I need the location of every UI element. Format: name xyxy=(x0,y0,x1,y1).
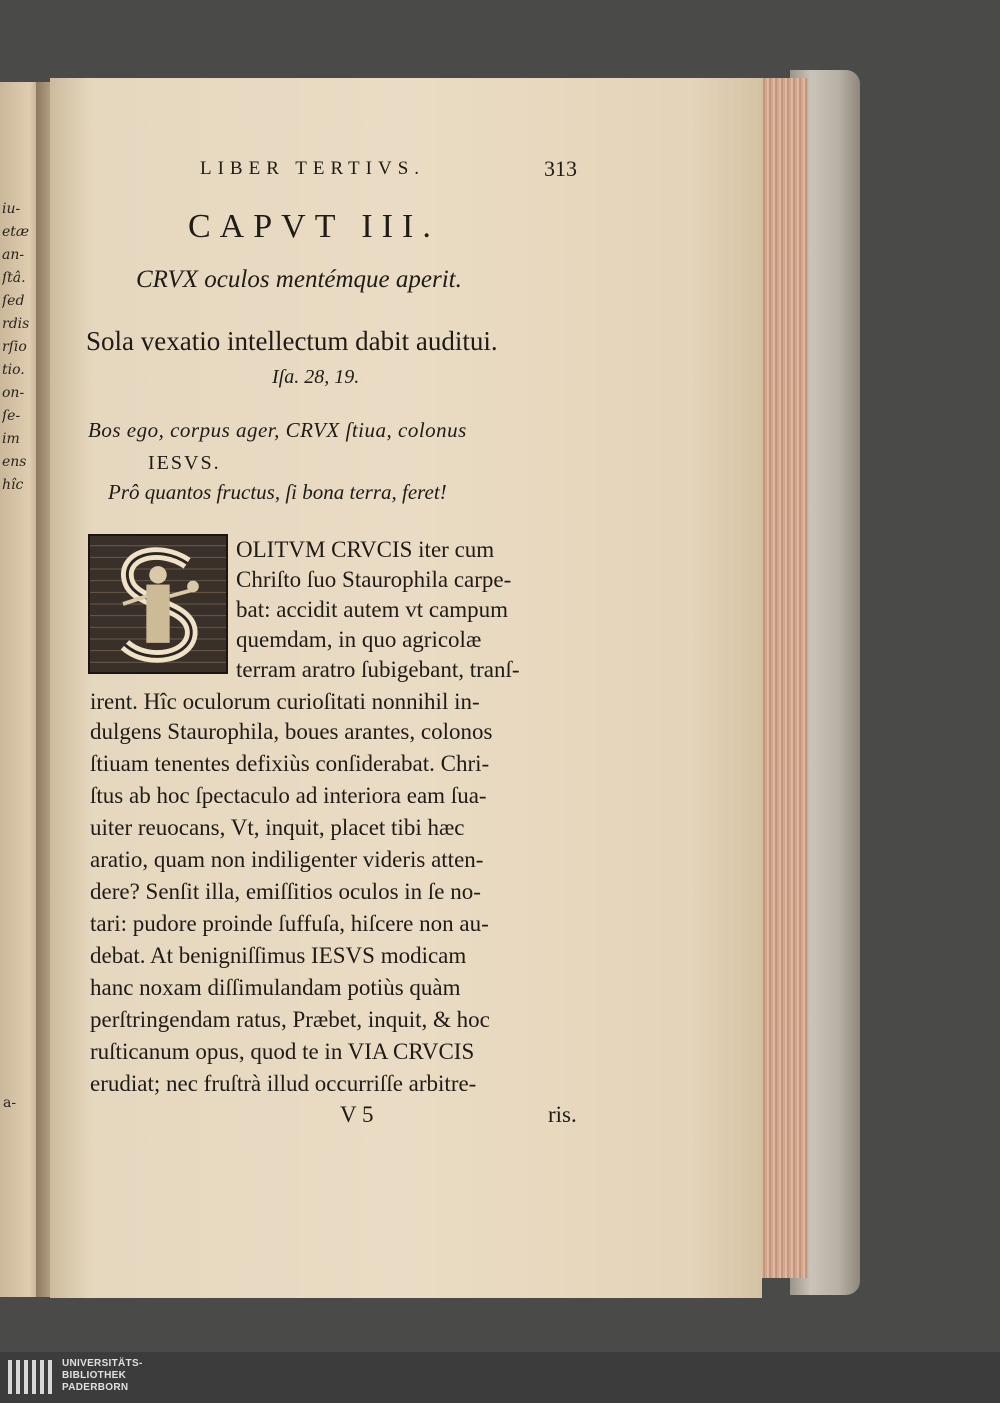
page-number: 313 xyxy=(544,156,577,181)
body-line: ruſticanum opus, quod te in VIA CRVCIS xyxy=(90,1039,475,1064)
left-fragment: tio. xyxy=(2,362,25,378)
catchword: ris. xyxy=(548,1102,577,1127)
left-fragment: ens xyxy=(2,454,27,470)
left-fragment: rdis xyxy=(2,316,30,332)
library-footer xyxy=(0,1352,1000,1403)
left-fragment: hîc xyxy=(2,477,24,493)
body-line: bat: accidit autem vt campum xyxy=(236,597,509,622)
left-fragment: ſed xyxy=(2,293,25,309)
verse-line: IESVS. xyxy=(148,452,221,474)
chapter-heading: CAPVT III. xyxy=(188,208,440,245)
logo-line: UNIVERSITÄTS- xyxy=(62,1358,143,1369)
body-line: terram aratro ſubigebant, tranſ- xyxy=(236,657,520,682)
left-fragment: iu- xyxy=(2,201,21,217)
motto: Sola vexatio intellectum dabit auditui. xyxy=(86,326,498,356)
left-fragment: rſio xyxy=(2,339,27,355)
body-line: tari: pudore proinde ſuffuſa, hiſcere non au- xyxy=(90,911,489,936)
left-page-fragments xyxy=(2,198,38,497)
body-line: irent. Hîc oculorum curioſitati nonnihil in- xyxy=(90,689,480,714)
body-line: aratio, quam non indiligenter videris atten- xyxy=(90,847,484,872)
verse-line: Prô quantos fructus, ſi bona terra, feret! xyxy=(108,480,447,504)
decorated-initial-s xyxy=(88,534,228,674)
logo-line: BIBLIOTHEK xyxy=(62,1370,127,1381)
body-line: OLITVM CRVCIS iter cum xyxy=(236,537,495,562)
left-fragment: an- xyxy=(2,247,25,263)
verse-line: Bos ego, corpus ager, CRVX ſtiua, colonus xyxy=(88,418,467,442)
library-logo-icon xyxy=(8,1360,52,1394)
body-line: hanc noxam diſſimulandam potiùs quàm xyxy=(90,975,461,1000)
logo-line: PADERBORN xyxy=(62,1382,129,1393)
body-line: dulgens Staurophila, boues arantes, colonos xyxy=(90,719,493,744)
body-line: Chriſto ſuo Staurophila carpe- xyxy=(236,567,512,592)
body-line: quemdam, in quo agricolæ xyxy=(236,627,482,652)
running-head: LIBER TERTIVS. xyxy=(200,158,426,179)
body-line: ſtus ab hoc ſpectaculo ad interiora eam ſua- xyxy=(90,783,487,808)
left-fragment: ſe- xyxy=(2,408,21,424)
body-line: perſtringendam ratus, Præbet, inquit, & hoc xyxy=(90,1007,490,1032)
body-line: dere? Senſit illa, emiſſitios oculos in ſe no- xyxy=(90,879,481,904)
woodcut-initial-icon xyxy=(90,536,226,672)
body-line: ſtiuam tenentes defixiùs conſiderabat. Chri- xyxy=(90,751,490,776)
left-bottom-fragment: a- xyxy=(3,1095,17,1111)
right-page xyxy=(50,78,762,1298)
chapter-subtitle: CRVX oculos mentémque aperit. xyxy=(136,266,462,293)
motto-reference: Iſa. 28, 19. xyxy=(272,366,360,388)
left-fragment: ſtâ. xyxy=(2,270,26,286)
body-line: erudiat; nec fruſtrà illud occurriſſe arbitre- xyxy=(90,1071,477,1096)
signature-mark: V 5 xyxy=(340,1102,374,1127)
body-line: debat. At benigniſſimus IESVS modicam xyxy=(90,943,467,968)
left-fragment: im xyxy=(2,431,20,447)
left-fragment: etæ xyxy=(2,224,30,240)
left-fragment: on- xyxy=(2,385,25,401)
library-logo-text xyxy=(62,1358,143,1394)
body-line: uiter reuocans, Vt, inquit, placet tibi hæc xyxy=(90,815,465,840)
